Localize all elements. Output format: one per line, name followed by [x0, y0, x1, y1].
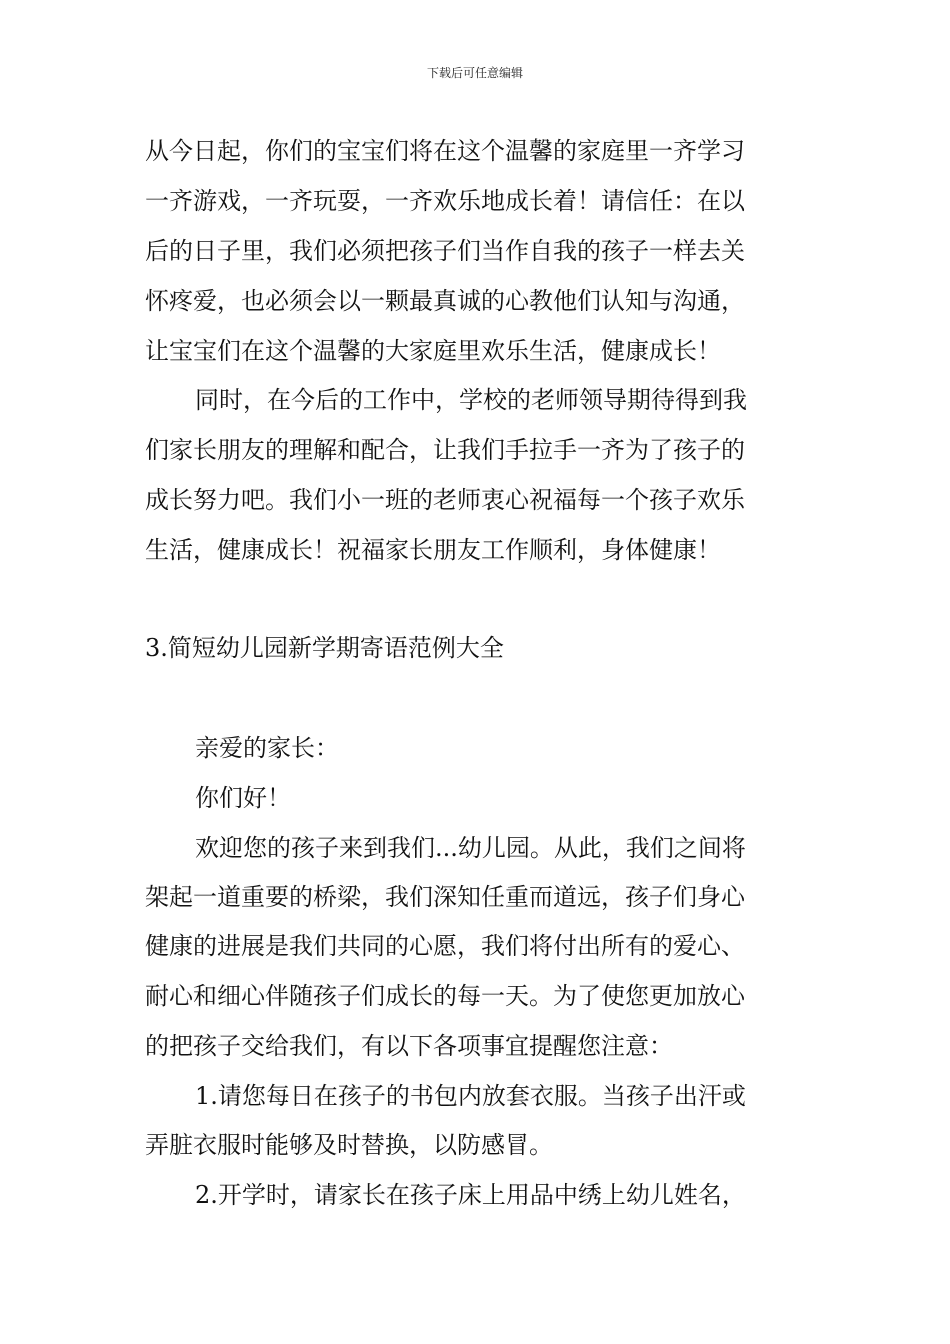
paragraph-1-line-1: 从今日起，你们的宝宝们将在这个温馨的家庭里一齐学习	[145, 137, 745, 165]
paragraph-2-line-4: 生活，健康成长！祝福家长朋友工作顺利，身体健康！	[145, 536, 721, 564]
letter-greeting: 你们好！	[195, 784, 291, 812]
paragraph-2-line-1: 同时，在今后的工作中，学校的老师领导期待得到我	[195, 386, 747, 414]
paragraph-2-line-3: 成长努力吧。我们小一班的老师衷心祝福每一个孩子欢乐	[145, 486, 745, 514]
paragraph-1-line-3: 后的日子里，我们必须把孩子们当作自我的孩子一样去关	[145, 237, 745, 265]
letter-paragraph-1-line-2: 架起一道重要的桥梁，我们深知任重而道远，孩子们身心	[145, 883, 745, 911]
letter-paragraph-1-line-4: 耐心和细心伴随孩子们成长的每一天。为了使您更加放心	[145, 982, 745, 1010]
paragraph-1-line-2: 一齐游戏，一齐玩耍，一齐欢乐地成长着！请信任：在以	[145, 187, 745, 215]
section-title: 3.简短幼儿园新学期寄语范例大全	[145, 634, 504, 662]
letter-salutation: 亲爱的家长：	[195, 734, 339, 762]
letter-paragraph-1-line-1: 欢迎您的孩子来到我们...幼儿园。从此，我们之间将	[195, 834, 746, 862]
paragraph-1-line-5: 让宝宝们在这个温馨的大家庭里欢乐生活，健康成长！	[145, 337, 721, 365]
paragraph-2-line-2: 们家长朋友的理解和配合，让我们手拉手一齐为了孩子的	[145, 436, 745, 464]
letter-paragraph-1-line-3: 健康的进展是我们共同的心愿，我们将付出所有的爱心、	[145, 932, 745, 960]
letter-paragraph-1-line-5: 的把孩子交给我们，有以下各项事宜提醒您注意：	[145, 1032, 673, 1060]
letter-item-1-line-1: 1.请您每日在孩子的书包内放套衣服。当孩子出汗或	[195, 1082, 746, 1110]
paragraph-1-line-4: 怀疼爱，也必须会以一颗最真诚的心教他们认知与沟通，	[145, 287, 745, 315]
letter-item-1-line-2: 弄脏衣服时能够及时替换，以防感冒。	[145, 1131, 553, 1159]
page-header: 下载后可任意编辑	[426, 66, 523, 80]
letter-item-2-line-1: 2.开学时，请家长在孩子床上用品中绣上幼儿姓名，	[195, 1181, 746, 1209]
